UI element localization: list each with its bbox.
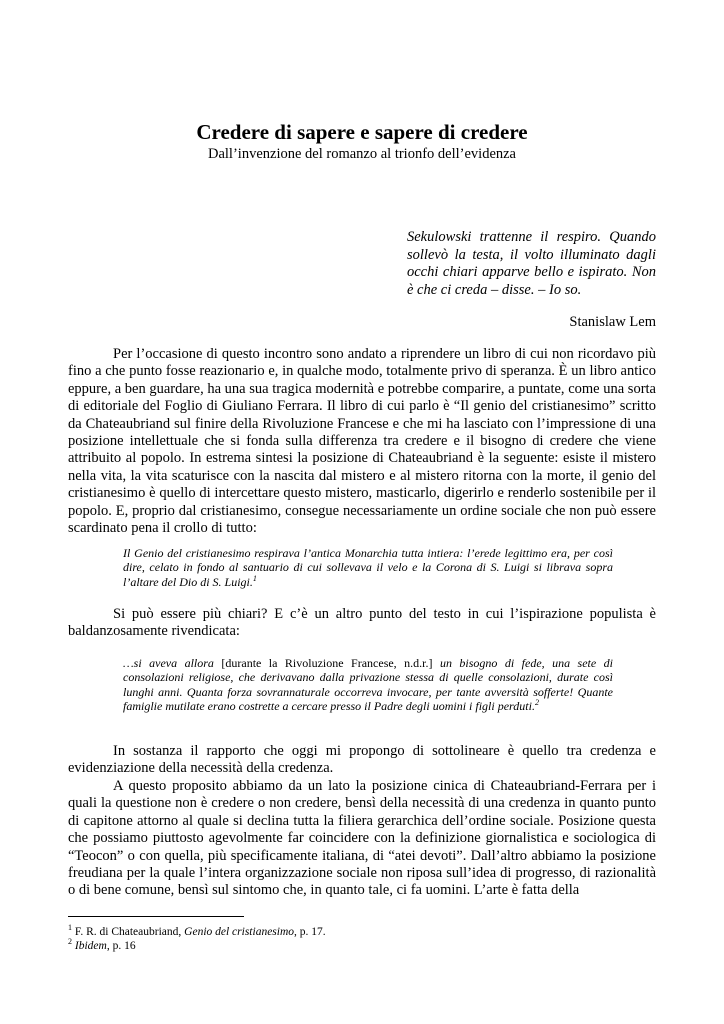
footnote-2-post: , p. 16 bbox=[106, 940, 136, 952]
footnote-2 bbox=[68, 939, 468, 953]
footnote-ref-2: 2 bbox=[534, 698, 539, 708]
footnotes bbox=[68, 925, 468, 953]
epigraph-author: Stanislaw Lem bbox=[569, 314, 656, 330]
paragraph-4: A questo proposito abbiamo da un lato la posizione cinica di Chateaubriand-Ferrara per i quali la questione non è credere o non credere, bensì della necessità di una credenza in quanto punto di capitone attorno al quale si declina tutta la filiera gerarchica dell’ordine sociale. Posizione questa che possiamo piuttosto agevolmente far coincidere con la definizione giornalistica e sociologica di “Teocon” o con quella, più specificamente italiana, di “atei devoti”. Dall’altro abbiamo la posizione freudiana per la quale l’intera organizzazione sociale non riposa sull’idea di progresso, di razionalità o di bene comune, bensì sul sintomo che, in quanto tale, ci fa uomini. L’arte è fatta della bbox=[68, 778, 656, 899]
quote-2-text: un bisogno di fede, una sete di consolazioni religiose, che derivavano dalla privazione stessa di quelle consolazioni, durate così lunghi anni. Quanta forza sovrannaturale occorreva invocare, per tante avversità sofferte! Quante famiglie mutilate erano costrette a cercare presso il Padre degli uomini i figli perduti. bbox=[123, 656, 614, 714]
paragraph-2: Si può essere più chiari? E c’è un altro punto del testo in cui l’ispirazione populista è baldanzosamente rivendicata: bbox=[68, 606, 656, 640]
footnote-divider bbox=[68, 916, 244, 917]
document-subtitle: Dall’invenzione del romanzo al trionfo dell’evidenza bbox=[208, 146, 516, 162]
quote-2-lead: …si aveva allora bbox=[123, 656, 214, 670]
quote-2-editorial-insert: [durante la Rivoluzione Francese, n.d.r.] bbox=[221, 656, 433, 670]
footnote-1-pre: F. R. di Chateaubriand, bbox=[74, 926, 185, 938]
block-quote-1 bbox=[123, 546, 613, 589]
footnote-2-number: 2 bbox=[68, 937, 72, 947]
footnote-ref-1: 1 bbox=[252, 573, 257, 583]
epigraph-text: Sekulowski trattenne il respiro. Quando sollevò la testa, il volto illuminato dagli occhi chiari apparve bello e ispirato. Non è che ci creda – disse. – Io so. bbox=[407, 229, 656, 298]
footnote-2-title: Ibidem bbox=[74, 940, 107, 952]
footnote-1-title: Genio del cristianesimo bbox=[184, 926, 295, 938]
footnote-1-post: , p. 17. bbox=[294, 926, 326, 938]
footnote-1-number: 1 bbox=[68, 923, 72, 933]
footnote-1 bbox=[68, 925, 468, 939]
block-quote-2 bbox=[123, 656, 613, 714]
quote-1-text: Il Genio del cristianesimo respirava l’antica Monarchia tutta intiera: l’erede legittimo era, per così dire, celato in fondo al santuario di cui sollevava il velo e la Corona di S. Luigi si librava sopra l’altare del Dio di S. Luigi. bbox=[123, 546, 613, 589]
document-title: Credere di sapere e sapere di credere bbox=[196, 120, 528, 144]
paragraph-3: In sostanza il rapporto che oggi mi propongo di sottolineare è quello tra credenza e evidenziazione della necessità della credenza. bbox=[68, 743, 656, 777]
paragraph-1: Per l’occasione di questo incontro sono andato a riprendere un libro di cui non ricordavo più fino a che punto fosse reazionario e, in qualche modo, totalmente privo di speranza. È un libro antico eppure, a ben guardare, ha una sua tragica modernità e potrebbe comparire, a puntate, come una sorta di editoriale del Foglio di Giuliano Ferrara. Il libro di cui parlo è “Il genio del cristianesimo” scritto da Chateaubriand sul finire della Rivoluzione Francese e che mi ha lasciato con l’impressione di una posizione intellettuale che si fonda sulla differenza tra credere e il bisogno di credere che viene attribuito al popolo. In estrema sintesi la posizione di Chateaubriand è la seguente: esiste il mistero nella vita, la vita scaturisce con la nascita dal mistero e al mistero ritorna con la morte, il genio del cristianesimo è quello di intercettare questo mistero, masticarlo, digerirlo e renderlo sostenibile per il popolo. E, proprio dal cristianesimo, consegue necessariamente un ordine sociale che non può essere scardinato pena il crollo di tutto: bbox=[68, 346, 656, 537]
